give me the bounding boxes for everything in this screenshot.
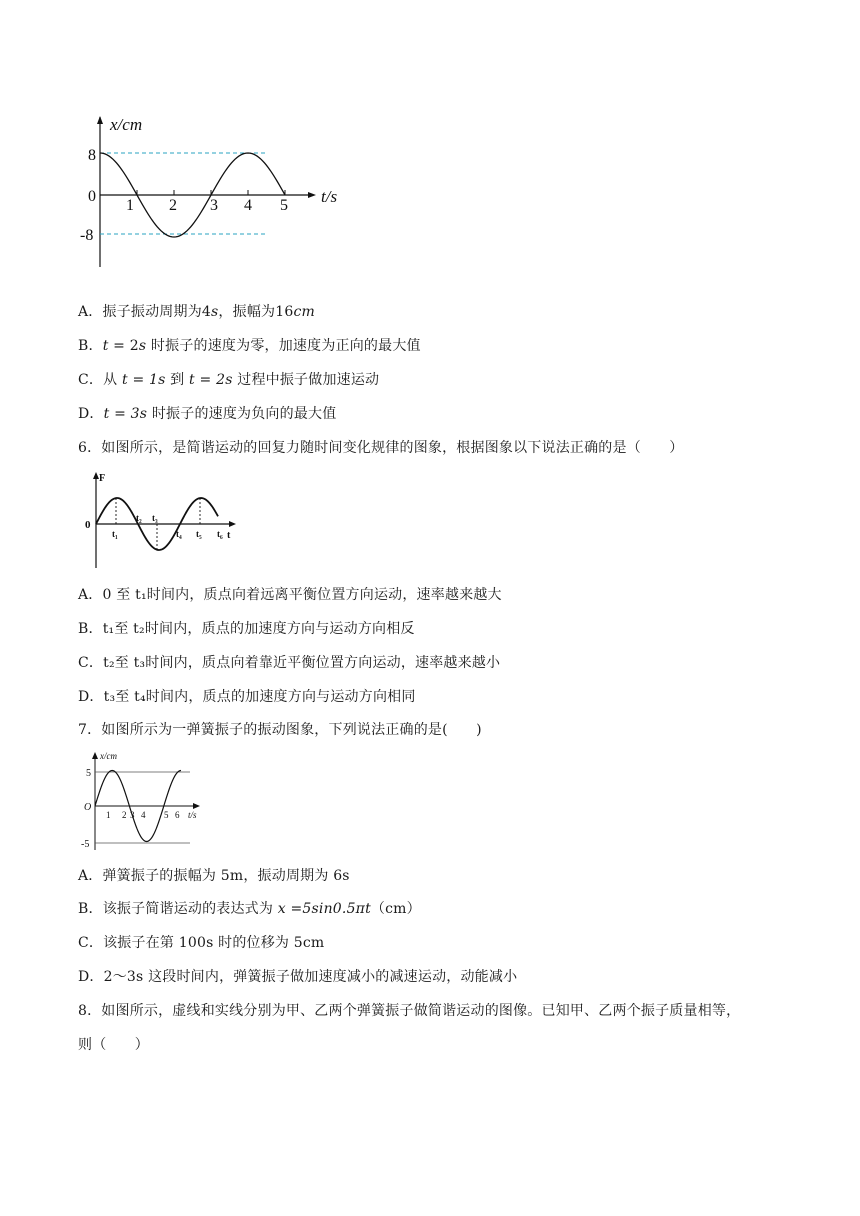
x-axis-arrow bbox=[193, 803, 200, 809]
y-tick-8: 8 bbox=[88, 147, 96, 164]
x-tick-1: 1 bbox=[106, 810, 111, 820]
y-axis-arrow bbox=[92, 752, 98, 759]
origin-label: O bbox=[84, 802, 92, 813]
figure-force-graph bbox=[82, 468, 242, 572]
figure-xt-graph bbox=[80, 112, 360, 272]
y-tick-neg8: -8 bbox=[80, 227, 94, 244]
x-axis-arrow bbox=[308, 192, 316, 198]
y-tick-5: 5 bbox=[86, 768, 91, 779]
q7-option-b: B．该振子简谐运动的表达式为 x =5sin0.5πt（cm） bbox=[78, 901, 421, 917]
x-tick-5: 5 bbox=[280, 197, 288, 214]
q6-option-d: D．t₃至 t₄时间内，质点的加速度方向与运动方向相同 bbox=[78, 689, 416, 705]
y-tick-0: 0 bbox=[88, 188, 96, 205]
x-tick-4: 4 bbox=[244, 197, 252, 214]
x-tick-2: 2 bbox=[122, 810, 127, 820]
q8-stem-line2: 则（ ） bbox=[78, 1037, 149, 1053]
x-tick-6: 6 bbox=[175, 810, 180, 820]
q7-option-d: D．2～3s 这段时间内，弹簧振子做加速度减小的减速运动，动能减小 bbox=[78, 969, 518, 985]
figure-spring-graph bbox=[80, 750, 220, 854]
x-axis-arrow bbox=[229, 521, 236, 527]
x-tick-2: 2 bbox=[169, 197, 177, 214]
q5-option-d: D．t = 3s 时振子的速度为负向的最大值 bbox=[78, 406, 337, 422]
q5-option-c: C．从 t = 1s 到 t = 2s 过程中振子做加速运动 bbox=[78, 372, 380, 388]
y-axis-label: x/cm bbox=[100, 751, 117, 761]
q5-option-b: B．t = 2s 时振子的速度为零，加速度为正向的最大值 bbox=[78, 338, 421, 354]
q6-option-b: B．t₁至 t₂时间内，质点的加速度方向与运动方向相反 bbox=[78, 621, 415, 637]
t4-label: t₄ bbox=[176, 529, 182, 539]
q7-option-c: C．该振子在第 100s 时的位移为 5cm bbox=[78, 935, 325, 951]
x-tick-4: 4 bbox=[141, 810, 146, 820]
t1-label: t₁ bbox=[112, 529, 118, 539]
y-tick-neg5: -5 bbox=[81, 839, 90, 850]
t2-label: t₂ bbox=[136, 513, 142, 523]
x-axis-label: t/s bbox=[321, 187, 338, 206]
t6-label: t₆ bbox=[217, 529, 223, 539]
x-tick-3: 3 bbox=[210, 197, 218, 214]
x-tick-1: 1 bbox=[126, 197, 134, 214]
q6-stem: 6．如图所示，是简谐运动的回复力随时间变化规律的图象，根据图象以下说法正确的是（ ） bbox=[78, 440, 684, 456]
q8-stem-line1: 8．如图所示，虚线和实线分别为甲、乙两个弹簧振子做简谐运动的图像。已知甲、乙两个振子质量相等， bbox=[78, 1003, 741, 1019]
x-tick-5: 5 bbox=[164, 810, 169, 820]
q7-stem: 7．如图所示为一弹簧振子的振动图象，下列说法正确的是( ) bbox=[78, 722, 482, 738]
t5-label: t₅ bbox=[196, 529, 202, 539]
q5-option-a: A．振子振动周期为4s，振幅为16cm bbox=[78, 304, 315, 320]
x-axis-label: t/s bbox=[188, 810, 197, 820]
y-axis-label: x/cm bbox=[110, 115, 143, 134]
x-axis-label: t bbox=[227, 530, 231, 541]
t3-label: t₃ bbox=[152, 513, 158, 523]
origin-label: 0 bbox=[85, 519, 91, 531]
y-axis-arrow bbox=[97, 116, 103, 124]
q6-option-a: A．0 至 t₁时间内，质点向着远离平衡位置方向运动，速率越来越大 bbox=[78, 587, 502, 603]
x-tick-3: 3 bbox=[130, 810, 135, 820]
q7-option-a: A．弹簧振子的振幅为 5m，振动周期为 6s bbox=[78, 868, 350, 884]
q6-option-c: C．t₂至 t₃时间内，质点向着靠近平衡位置方向运动，速率越来越小 bbox=[78, 655, 501, 671]
y-axis-label: F bbox=[99, 473, 106, 484]
